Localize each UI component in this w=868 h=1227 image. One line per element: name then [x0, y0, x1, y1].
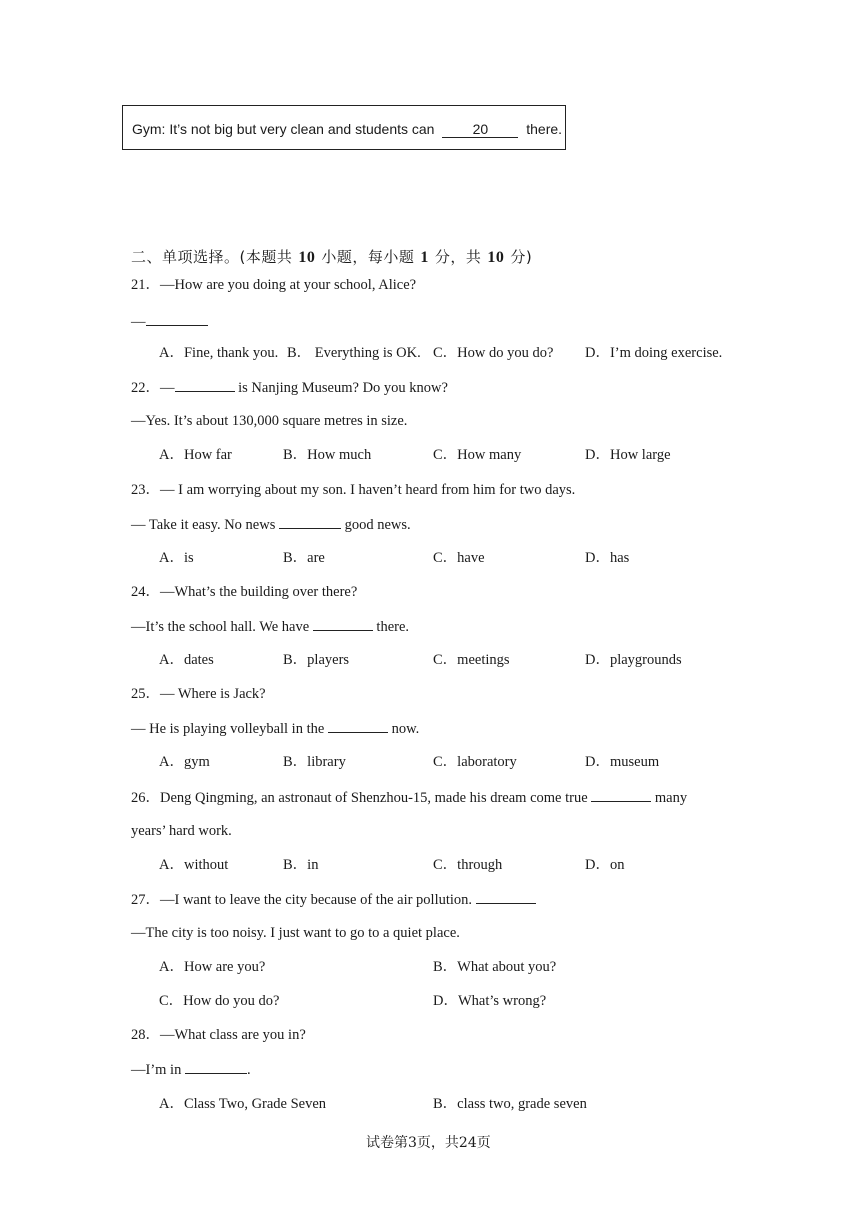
gym-line: [132, 121, 562, 138]
question-25: 25．— Where is Jack?: [131, 686, 266, 702]
q-text: .: [246, 1062, 251, 1078]
blank: [279, 515, 341, 529]
question-23: 23．— I am worrying about my son. I haven’t heard from him for two days.: [131, 482, 576, 498]
blank: [476, 890, 536, 904]
answer-line-27: —The city is too noisy. I just want to go to a quiet place.: [131, 925, 460, 941]
option-23-c[interactable]: C．have: [433, 550, 485, 566]
option-22-d[interactable]: D．How large: [585, 447, 671, 463]
option-24-c[interactable]: C．meetings: [433, 652, 510, 668]
answer-box: [122, 105, 566, 150]
option-22-b[interactable]: B．How much: [283, 447, 372, 463]
answer-line-28: [131, 1060, 251, 1079]
blank: [175, 378, 235, 392]
question-24: 24．—What’s the building over there?: [131, 584, 358, 600]
q-text: —I’m in: [131, 1062, 182, 1078]
option-21-c[interactable]: C．How do you do?: [433, 345, 554, 361]
heading-part: 分): [510, 248, 533, 266]
option-26-b[interactable]: B．in: [283, 857, 319, 873]
q-text: good news.: [344, 517, 411, 533]
option-25-a[interactable]: A．gym: [159, 754, 210, 770]
q-text: — He is playing volleyball in the: [131, 721, 325, 737]
q-text: 22．—: [131, 380, 175, 396]
option-27-a[interactable]: A．How are you?: [159, 959, 266, 975]
answer-20: 20: [442, 122, 518, 138]
gym-text: Gym: It’s not big but very clean and students can: [132, 121, 435, 137]
blank: [591, 788, 651, 802]
option-21-a[interactable]: A．Fine, thank you.: [159, 345, 279, 361]
option-28-a[interactable]: A．Class Two, Grade Seven: [159, 1096, 327, 1112]
option-25-b[interactable]: B．library: [283, 754, 346, 770]
question-21: 21．—How are you doing at your school, Alice?: [131, 277, 417, 293]
option-22-a[interactable]: A．How far: [159, 447, 232, 463]
option-24-b[interactable]: B．players: [283, 652, 350, 668]
question-26-cont: years’ hard work.: [131, 823, 232, 839]
heading-count: 10: [298, 249, 316, 266]
option-21-d[interactable]: D．I’m doing exercise.: [585, 345, 723, 361]
q-text: now.: [391, 721, 420, 737]
blank: [313, 617, 373, 631]
blank: [328, 719, 388, 733]
option-28-b[interactable]: B．class two, grade seven: [433, 1096, 587, 1112]
q-text: there.: [376, 619, 410, 635]
heading-points: 1: [420, 249, 429, 266]
heading-total: 10: [487, 249, 505, 266]
option-23-d[interactable]: D．has: [585, 550, 630, 566]
option-26-d[interactable]: D．on: [585, 857, 625, 873]
blank: [146, 312, 208, 326]
option-24-d[interactable]: D．playgrounds: [585, 652, 682, 668]
option-26-a[interactable]: A．without: [159, 857, 229, 873]
q-text: —It’s the school hall. We have: [131, 619, 310, 635]
q-text: many: [654, 790, 688, 806]
option-26-c[interactable]: C．through: [433, 857, 503, 873]
option-27-c[interactable]: C．How do you do?: [159, 993, 280, 1009]
answer-line-21: [131, 312, 208, 331]
answer-line-24: [131, 617, 409, 636]
option-25-c[interactable]: C．laboratory: [433, 754, 517, 770]
q-text: 26．Deng Qingming, an astronaut of Shenzhou-15, made his dream come true: [131, 790, 588, 806]
question-28: 28．—What class are you in?: [131, 1027, 306, 1043]
heading-part: 小题，每小题: [321, 248, 415, 266]
page-footer: 试卷第3页，共24页: [366, 1135, 491, 1151]
option-25-d[interactable]: D．museum: [585, 754, 660, 770]
answer-line-22: —Yes. It’s about 130,000 square metres in size.: [131, 413, 408, 429]
heading-part: 分，共: [434, 248, 482, 266]
answer-line-25: [131, 719, 419, 738]
q-text: is Nanjing Museum? Do you know?: [238, 380, 448, 396]
option-27-b[interactable]: B．What about you?: [433, 959, 557, 975]
question-22: [131, 378, 448, 397]
option-27-d[interactable]: D．What’s wrong?: [433, 993, 547, 1009]
option-22-c[interactable]: C．How many: [433, 447, 522, 463]
option-23-b[interactable]: B．are: [283, 550, 325, 566]
option-23-a[interactable]: A．is: [159, 550, 194, 566]
q-text: 27．—I want to leave the city because of the air pollution.: [131, 892, 473, 908]
q-text: — Take it easy. No news: [131, 517, 276, 533]
heading-part: 二、单项选择。(本题共: [131, 248, 293, 266]
answer-line-23: [131, 515, 411, 534]
question-27: [131, 890, 536, 909]
option-21-b[interactable]: B． Everything is OK.: [287, 345, 421, 361]
dash: —: [131, 314, 146, 330]
question-26: [131, 788, 687, 807]
blank: [185, 1060, 247, 1074]
gym-text-after: there.: [526, 121, 563, 137]
section-heading: [131, 248, 532, 267]
option-24-a[interactable]: A．dates: [159, 652, 214, 668]
